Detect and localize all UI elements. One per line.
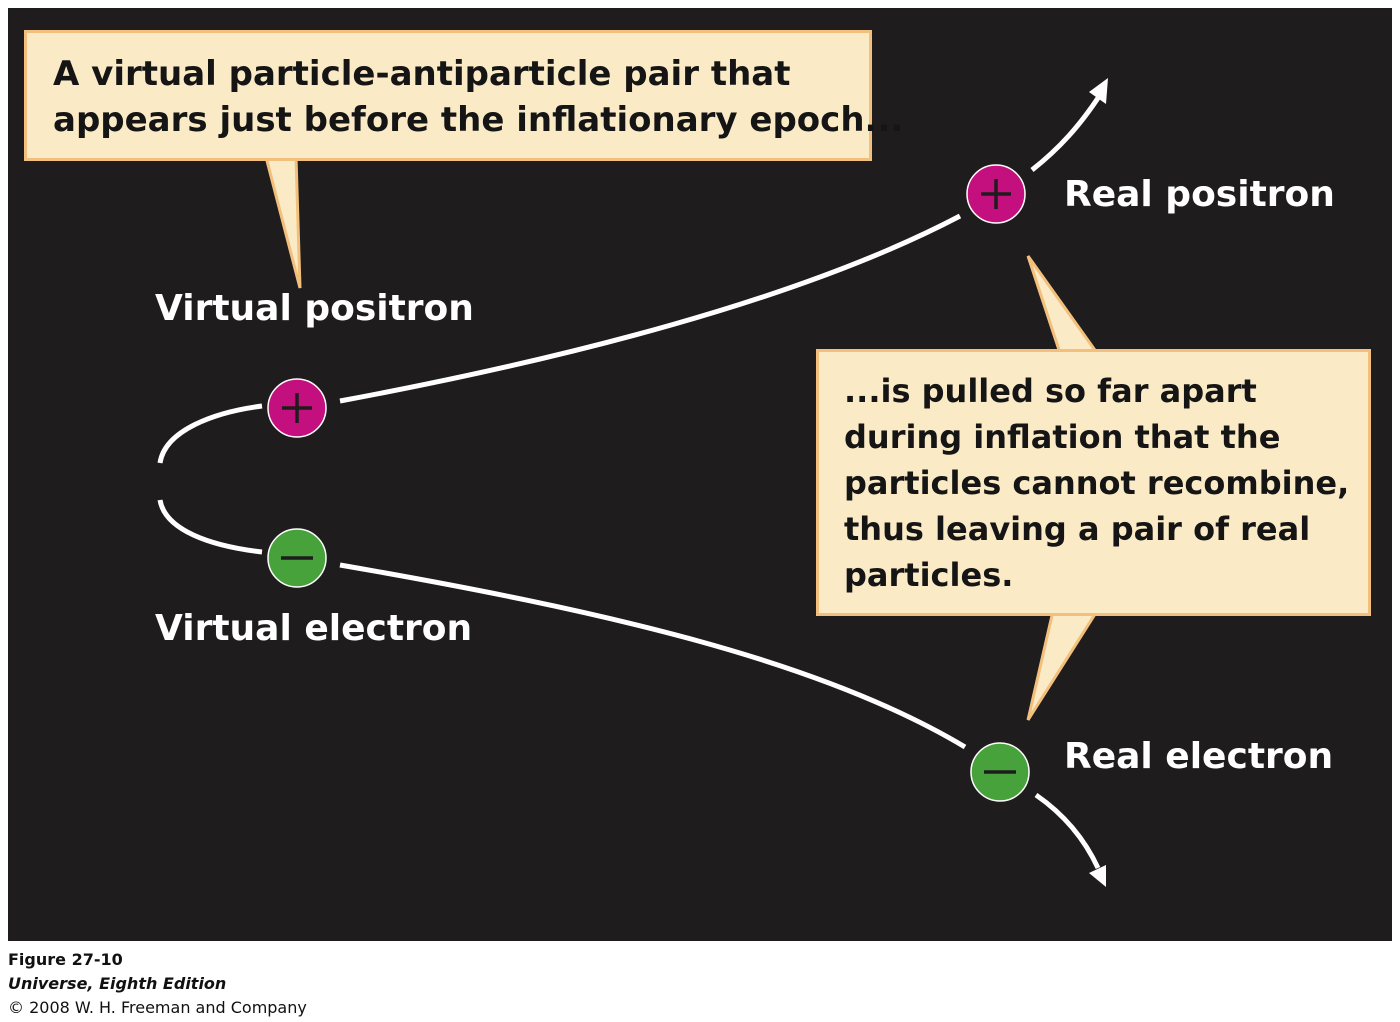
positron-path-exit — [1032, 98, 1098, 170]
electron-exit-arrowhead-icon — [1089, 865, 1106, 887]
book-title: Universe, Eighth Edition — [8, 974, 227, 993]
virtual-electron-label: Virtual electron — [155, 608, 473, 649]
real-positron-label: Real positron — [1064, 174, 1335, 215]
real-electron-label: Real electron — [1064, 736, 1334, 777]
top-callout-line: appears just before the inflationary epoch... — [53, 100, 904, 140]
virtual-electron-particle — [268, 529, 326, 587]
top-callout-line: A virtual particle-antiparticle pair that — [53, 54, 791, 94]
virtual-positron-particle — [268, 379, 326, 437]
real-electron-particle — [971, 743, 1029, 801]
positron-path-curve — [160, 406, 262, 463]
right-callout-line: particles cannot recombine, — [844, 464, 1350, 502]
right-callout-line: ...is pulled so far apart — [844, 372, 1257, 410]
real-positron-particle — [967, 165, 1025, 223]
right-callout-line: thus leaving a pair of real — [844, 510, 1311, 548]
top-callout-tail — [266, 157, 300, 288]
electron-path-curve — [160, 500, 262, 552]
virtual-positron-label: Virtual positron — [155, 288, 474, 329]
copyright-notice: © 2008 W. H. Freeman and Company — [8, 998, 307, 1017]
figure-number: Figure 27-10 — [8, 950, 123, 969]
top-callout — [24, 30, 904, 161]
electron-path-exit — [1036, 795, 1098, 868]
right-callout-upper-tail — [1028, 256, 1097, 353]
right-callout-lower-tail — [1028, 611, 1097, 720]
right-callout-line: during inflation that the — [844, 418, 1281, 456]
right-callout — [816, 349, 1371, 616]
right-callout-line: particles. — [844, 556, 1014, 594]
figure-caption — [8, 948, 307, 1020]
